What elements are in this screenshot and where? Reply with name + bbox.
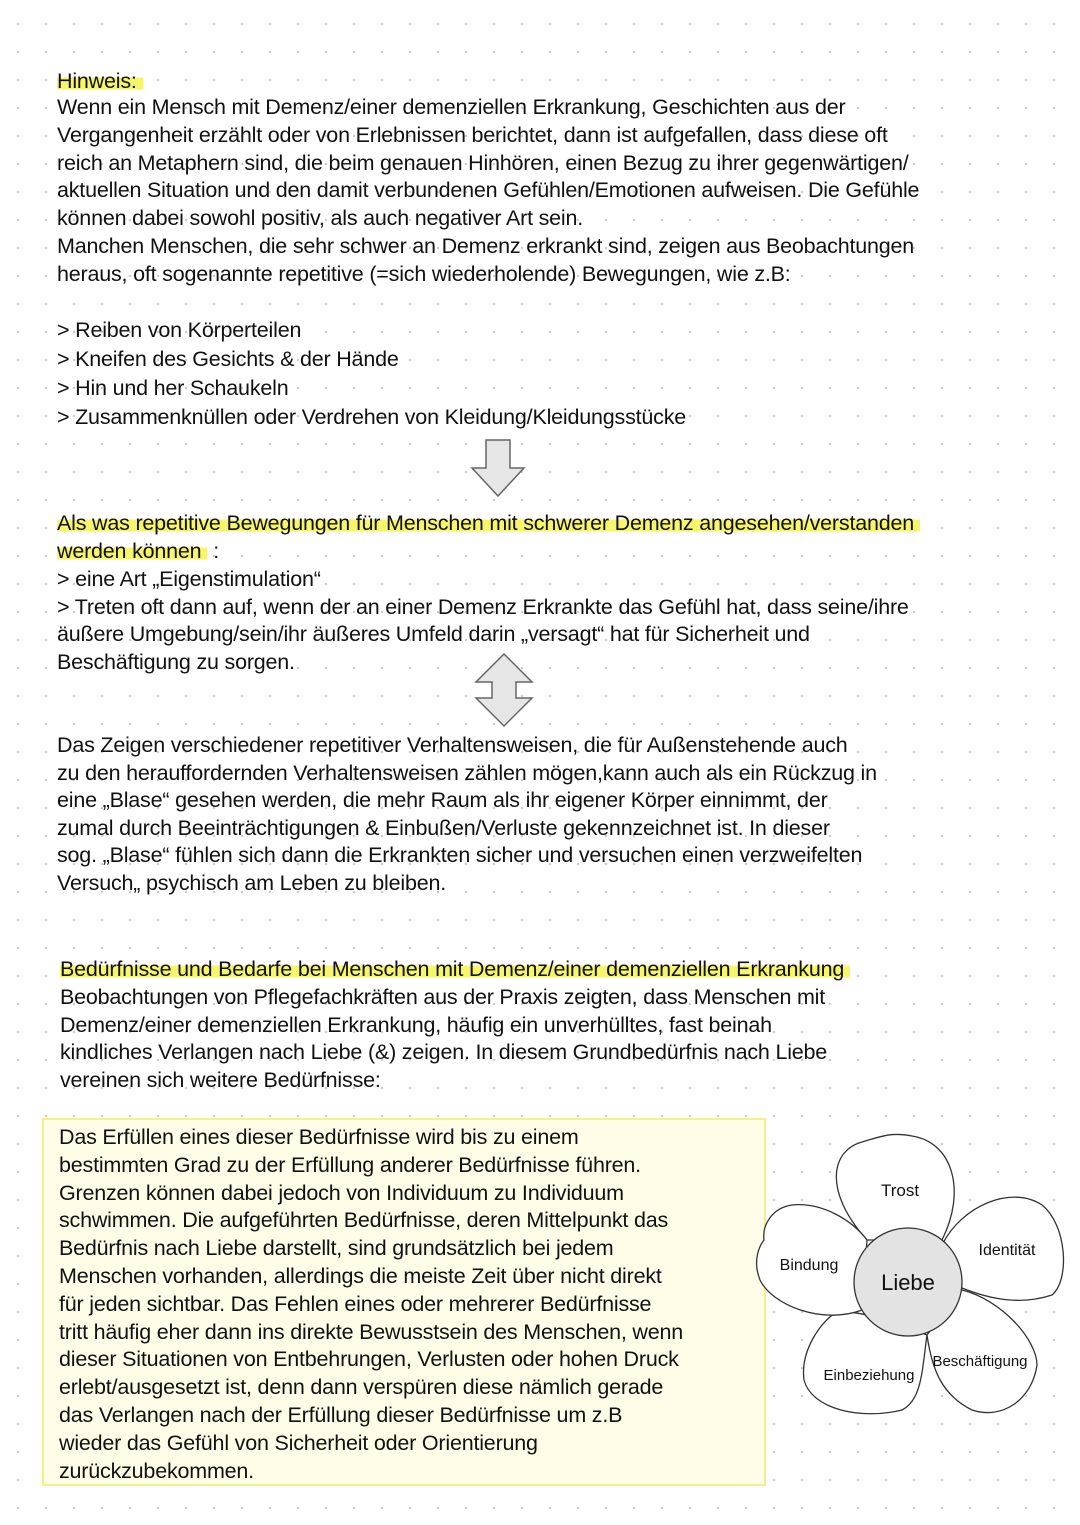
- note-box-line: Grenzen können dabei jedoch von Individuum zu Individuum: [59, 1180, 624, 1205]
- note-box-line: tritt häufig eher dann ins direkte Bewusstsein des Menschen, wenn: [59, 1319, 684, 1344]
- hinweis-text-line: Wenn ein Mensch mit Demenz/einer demenziellen Erkrankung, Geschichten aus der: [57, 95, 846, 119]
- bubble-paragraph-line: zu den herauffordernden Verhaltensweisen zählen mögen,kann auch als ein Rückzug in: [57, 760, 877, 785]
- hinweis-title-text: Hinweis:: [57, 69, 143, 93]
- double-arrow-icon: [472, 652, 536, 728]
- petal-label: Bindung: [779, 1257, 839, 1274]
- hinweis-text-line: heraus, oft sogenannte repetitive (=sich wiederholende) Bewegungen, wie z.B:: [57, 261, 791, 286]
- bubble-paragraph-line: Versuch„ psychisch am Leben zu bleiben.: [57, 871, 446, 895]
- movement-list-item: > Zusammenknüllen oder Verdrehen von Kleidung/Kleidungsstücke: [57, 405, 687, 429]
- note-box-line: zurückzubekommen.: [59, 1458, 254, 1483]
- petal-label: Beschäftigung: [932, 1353, 1028, 1370]
- hinweis-text-line: Vergangenheit erzählt oder von Erlebnissen berichtet, dann ist aufgefallen, dass diese oft: [57, 122, 888, 147]
- note-box-line: Bedürfnis nach Liebe darstellt, sind grundsätzlich bei jedem: [59, 1236, 614, 1261]
- movement-list-item: > Reiben von Körperteilen: [57, 318, 302, 342]
- needs-text-line: Demenz/einer demenziellen Erkrankung, häufig ein unverhülltes, fast beinah: [60, 1012, 772, 1037]
- hinweis-text-line: können dabei sowohl positiv, als auch negativer Art sein.: [57, 206, 584, 231]
- hinweis-text-line: reich an Metaphern sind, die beim genauen Hinhören, einen Bezug zu ihrer gegenwärtigen/: [57, 150, 909, 175]
- note-box-line: bestimmten Grad zu der Erfüllung anderer Bedürfnisse führen.: [59, 1152, 641, 1177]
- repetitive-heading-1: [57, 510, 920, 536]
- hinweis-text-line: aktuellen Situation und den damit verbundenen Gefühlen/Emotionen aufweisen. Die Gefühle: [57, 178, 920, 203]
- bubble-paragraph-line: Das Zeigen verschiedener repetitiver Verhaltensweisen, die für Außenstehende auch: [57, 733, 848, 757]
- needs-heading-text: Bedürfnisse und Bedarfe bei Menschen mit Demenz/einer demenziellen Erkrankung: [60, 957, 850, 981]
- repetitive-heading-text: Als was repetitive Bewegungen für Menschen mit schwerer Demenz angesehen/verstanden: [57, 511, 920, 535]
- flower-center-label: Liebe: [881, 1270, 935, 1295]
- repetitive-text-line: Beschäftigung zu sorgen.: [57, 649, 295, 674]
- hinweis-text-line: Manchen Menschen, die sehr schwer an Demenz erkrankt sind, zeigen aus Beobachtungen: [57, 234, 915, 258]
- note-box-line: wieder das Gefühl von Sicherheit oder Orientierung: [59, 1430, 538, 1455]
- hinweis-title: [57, 68, 143, 94]
- needs-text-line: Beobachtungen von Pflegefachkräften aus der Praxis zeigten, dass Menschen mit: [60, 985, 826, 1009]
- bubble-paragraph-line: eine „Blase“ gesehen werden, die mehr Raum als ihr eigener Körper einnimmt, der: [57, 788, 828, 813]
- repetitive-heading-2: [57, 538, 219, 564]
- note-box-line: für jeden sichtbar. Das Fehlen eines oder mehrerer Bedürfnisse: [59, 1291, 652, 1316]
- movement-list-item: > Kneifen des Gesichts & der Hände: [57, 347, 399, 371]
- note-box-line: schwimmen. Die aufgeführten Bedürfnisse, deren Mittelpunkt das: [59, 1208, 669, 1233]
- needs-heading: [60, 956, 850, 982]
- needs-text-line: vereinen sich weitere Bedürfnisse:: [60, 1067, 381, 1092]
- petal-label: Einbeziehung: [823, 1367, 915, 1384]
- needs-text-line: kindliches Verlangen nach Liebe (&) zeigen. In diesem Grundbedürfnis nach Liebe: [60, 1040, 828, 1065]
- repetitive-text-line: > eine Art „Eigenstimulation“: [57, 567, 321, 591]
- heading-colon: :: [207, 539, 219, 563]
- movement-list-item: > Hin und her Schaukeln: [57, 376, 289, 400]
- repetitive-text-line: > Treten oft dann auf, wenn der an einer Demenz Erkrankte das Gefühl hat, dass seine/ihre: [57, 594, 909, 619]
- repetitive-text-line: äußere Umgebung/sein/ihr äußeres Umfeld darin „versagt“ hat für Sicherheit und: [57, 622, 810, 647]
- note-box-line: Das Erfüllen eines dieser Bedürfnisse wird bis zu einem: [59, 1125, 579, 1149]
- bubble-paragraph-line: sog. „Blase“ fühlen sich dann die Erkrankten sicher und versuchen einen verzweifelten: [57, 843, 863, 868]
- petal-label: Identität: [978, 1242, 1036, 1259]
- bubble-paragraph-line: zumal durch Beeinträchtigungen & Einbußen/Verluste gekennzeichnet ist. In dieser: [57, 815, 830, 840]
- note-box-line: dieser Situationen von Entbehrungen, Verlusten oder hohen Druck: [59, 1347, 679, 1372]
- petal-label: Trost: [880, 1181, 920, 1200]
- note-box-line: das Verlangen nach der Erfüllung dieser Bedürfnisse um z.B: [59, 1403, 623, 1427]
- note-box-line: Menschen vorhanden, allerdings die meiste Zeit über nicht direkt: [59, 1264, 662, 1288]
- repetitive-heading-text: werden können: [57, 539, 207, 563]
- needs-flower-diagram: [752, 1130, 1072, 1430]
- arrow-down-icon: [468, 438, 528, 498]
- note-box-line: erlebt/ausgesetzt ist, denn dann verspüren diese nämlich gerade: [59, 1375, 664, 1400]
